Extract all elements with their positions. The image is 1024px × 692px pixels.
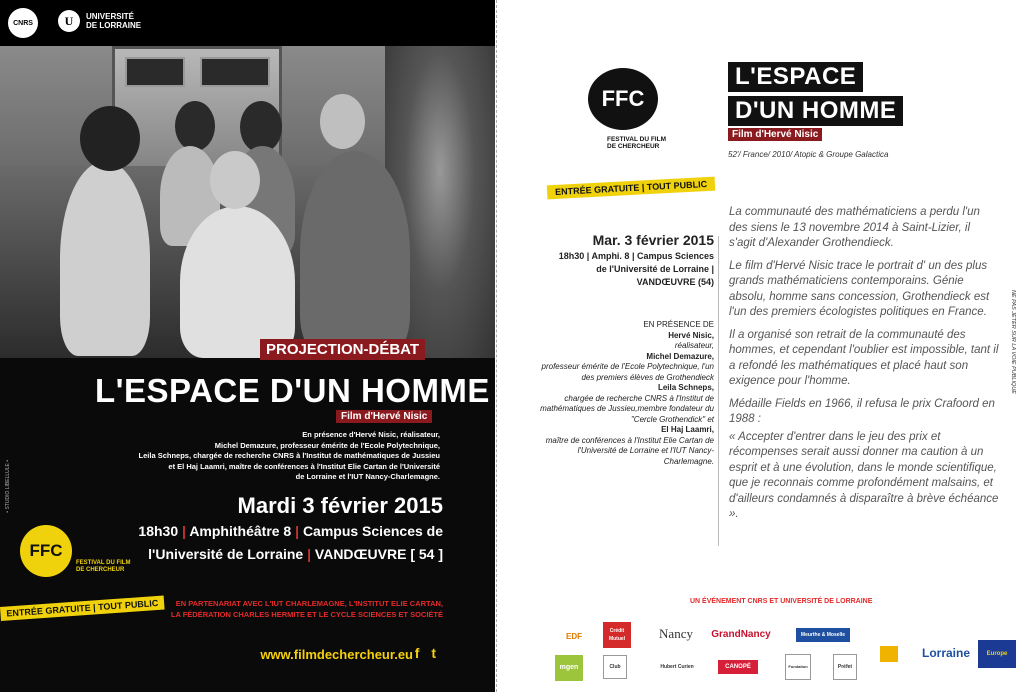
sponsor-logo: Crédit Mutuel bbox=[603, 622, 631, 648]
photo-person bbox=[180, 206, 295, 358]
sponsor-logo: Préfet bbox=[833, 654, 857, 680]
event-date: Mar. 3 février 2015 bbox=[592, 232, 714, 248]
partnership-note: EN PARTENARIAT AVEC L'IUT CHARLEMAGNE, L'INSTITUT ELIE CARTAN, LA FÉDÉRATION CHARLES HERMITE ET LE CYCLE SCIENCES ET SOCIÉTÉ bbox=[170, 599, 443, 619]
film-director: Film d'Hervé Nisic bbox=[728, 128, 822, 141]
sponsor-logo: Lorraine bbox=[921, 646, 970, 660]
poster-left bbox=[0, 0, 495, 692]
ffc-logo-text: FESTIVAL DU FILM DE CHERCHEUR bbox=[76, 560, 131, 573]
free-entry-banner: ENTRÉE GRATUITE | TOUT PUBLIC bbox=[0, 596, 165, 621]
photo-person bbox=[300, 151, 410, 356]
column-rule bbox=[718, 236, 719, 546]
ffc-logo: FFC bbox=[20, 525, 72, 577]
sponsor-logo: EDF bbox=[566, 632, 582, 641]
litter-notice: NE PAS JETER SUR LA VOIE PUBLIQUE bbox=[1010, 290, 1016, 394]
ul-logo-mark: U bbox=[58, 10, 80, 32]
sponsor-logo: GrandNancy bbox=[711, 629, 771, 640]
sponsor-logo: Nancy bbox=[659, 626, 693, 641]
photo-person bbox=[60, 161, 150, 356]
sponsor-logo: Europe bbox=[978, 640, 1016, 668]
synopsis: La communauté des mathématiciens a perdu l'un des siens le 13 novembre 2014 à Saint-Lizier, il s'agit d'Alexander Grothendieck. Le film d'Hervé Nisic trace le portrait d' un des plus grands mathématiciens contemporains. Génie absolu, homme sans concession, Grothendieck est l'un des premiers écologistes politiques en France. Il a organisé son retrait de la communauté des hommes, et cependant l'oublier est impossible, tant il a refondé les mathématiques et placé haut son exigence pour l'homme. Médaille Fields en 1966, il refusa le prix Crafoord en 1988 : « Accepter d'entrer dans le jeu des prix et récompenses serait aussi donner ma caution à un esprit et à une évolution, dans le monde scientifique, que je reconnais comme profondément malsains, et d'ailleurs condamnés à disparaître à brève échéance ». bbox=[729, 206, 999, 520]
ul-logo-text: UNIVERSITÉ DE LORRAINE bbox=[86, 12, 142, 30]
ffc-logo: FFC bbox=[588, 68, 658, 130]
logos-bar bbox=[0, 0, 495, 46]
free-entry-banner: ENTRÉE GRATUITE | TOUT PUBLIC bbox=[547, 177, 716, 200]
fold-divider bbox=[496, 0, 497, 692]
guest-list: EN PRÉSENCE DE Hervé Nisic, réalisateur, Michel Demazure, professeur émérite de l'Ecole Polytechnique, l'un des premiers élèves de Grothendieck Leila Schneps, chargée de recherche CNRS à l'Institut de mathématiques de Jussieu,membre fondateur du "Cercle Grothendick" et El Haj Laamri, maître de conférences à l'Institut Elie Cartan de l'Université de Lorraine et l'IUT Nancy-Charlemagne. bbox=[540, 320, 714, 466]
film-director: Film d'Hervé Nisic bbox=[336, 410, 432, 423]
social-icons[interactable]: f t bbox=[414, 645, 440, 661]
sponsor-logo: Hubert Curien bbox=[660, 664, 694, 670]
event-details: 18h30 | Amphi. 8 | Campus Sciences de l'Université de Lorraine | VANDŒUVRE (54) bbox=[558, 251, 714, 287]
ffc-logo-text: FESTIVAL DU FILM DE CHERCHEUR bbox=[607, 136, 666, 150]
film-meta: 52'/ France/ 2010/ Atopic & Groupe Galactica bbox=[728, 150, 889, 159]
event-place: l'Université de Lorraine | VANDŒUVRE [ 54 ] bbox=[148, 546, 443, 562]
projection-badge: PROJECTION-DÉBAT bbox=[260, 339, 425, 360]
sponsor-logo: Fondation bbox=[785, 654, 811, 680]
organizer-line: UN ÉVÉNEMENT CNRS ET UNIVERSITÉ DE LORRAINE bbox=[690, 598, 873, 605]
cnrs-logo: CNRS bbox=[8, 8, 38, 38]
sponsor-logo: Club bbox=[603, 655, 627, 679]
studio-credit: • STUDIO LIBELLULE • bbox=[5, 460, 11, 513]
guest-list: En présence d'Hervé Nisic, réalisateur, Michel Demazure, professeur émérite de l'Ecole Polytechnique, Leila Schneps, chargée de recherche CNRS à l'Institut de mathématiques de Jussieu et El Haj Laamri, maître de conférences à l'Institut Elie Cartan de l'Université de Lorraine et l'IUT Nancy-Charlemagne. bbox=[138, 430, 440, 481]
website-link[interactable]: www.filmdechercheur.eu bbox=[260, 647, 413, 662]
sponsor-logo: mgen bbox=[555, 655, 583, 681]
film-title: L'ESPACE D'UN HOMME bbox=[95, 372, 490, 409]
group-photo bbox=[0, 46, 495, 358]
sponsor-logo: CANOPÉ bbox=[718, 660, 758, 674]
event-time-venue: 18h30 | Amphithéâtre 8 | Campus Sciences de bbox=[138, 523, 443, 539]
film-title: L'ESPACE D'UN HOMME bbox=[728, 62, 903, 130]
sponsor-logo: Meurthe & Moselle bbox=[796, 628, 850, 642]
poster-right bbox=[500, 0, 1024, 692]
event-date: Mardi 3 février 2015 bbox=[237, 493, 443, 518]
